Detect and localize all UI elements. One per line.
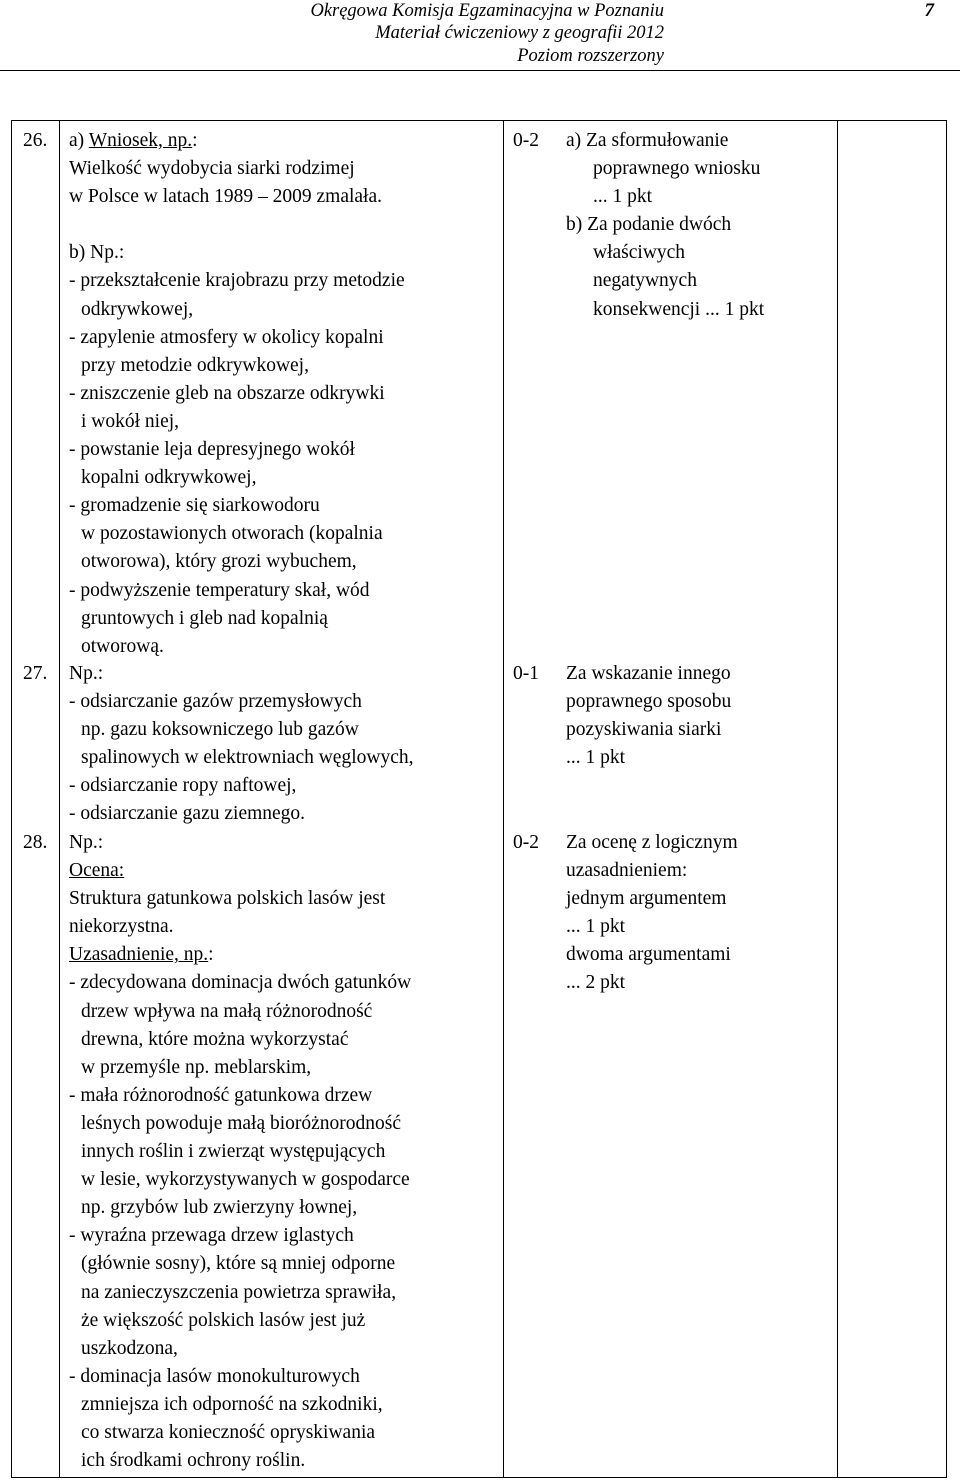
- answer-heading: Np.:: [69, 832, 104, 853]
- criteria-line: ... 1 pkt: [593, 186, 653, 208]
- header-material: Materiał ćwiczeniowy z geografii 2012: [375, 23, 664, 43]
- answer-line: np. gazu koksowniczego lub gazów: [81, 719, 359, 741]
- answer-line: w przemyśle np. meblarskim,: [81, 1056, 312, 1078]
- answer-line: - odsiarczanie ropy naftowej,: [69, 775, 297, 797]
- criteria-line: Za ocenę z logicznym: [566, 832, 738, 853]
- task-27-criteria: [566, 660, 731, 772]
- answer-line: (głównie sosny), które są mniej odporne: [81, 1253, 396, 1275]
- answer-line: otworowa), który grozi wybuchem,: [81, 551, 357, 573]
- answer-line: w lesie, wykorzystywanych w gospodarce: [81, 1169, 410, 1191]
- answer-b-heading: b) Np.:: [69, 242, 125, 264]
- task-number-26: 26.: [23, 130, 48, 151]
- criteria-line: dwoma argumentami: [566, 944, 731, 966]
- criteria-line: Za wskazanie innego: [566, 663, 731, 684]
- answer-line: kopalni odkrywkowej,: [81, 467, 257, 489]
- answer-line: co stwarza konieczność opryskiwania: [81, 1421, 376, 1443]
- answer-line: zmniejsza ich odporność na szkodniki,: [81, 1393, 383, 1415]
- answer-line: - dominacja lasów monokulturowych: [69, 1365, 360, 1387]
- answer-line: leśnych powoduje małą bioróżnorodność: [81, 1112, 402, 1134]
- criteria-line: negatywnych: [593, 270, 697, 292]
- task-26-points: 0-2: [513, 130, 539, 151]
- answer-line: i wokół niej,: [81, 410, 180, 432]
- ocena-label: Ocena:: [69, 860, 125, 882]
- column-divider: [59, 121, 60, 1477]
- answer-line: niekorzystna.: [69, 916, 174, 938]
- uzasadnienie-heading: Uzasadnienie, np.:: [69, 944, 214, 966]
- column-divider: [503, 121, 504, 1477]
- header-institution: Okręgowa Komisja Egzaminacyjna w Poznaniu: [310, 1, 664, 21]
- task-number-27: 27.: [23, 663, 48, 684]
- answer-line: - gromadzenie się siarkowodoru: [69, 495, 320, 517]
- answer-line: np. grzybów lub zwierzyny łownej,: [81, 1197, 358, 1219]
- answer-line: w pozostawionych otworach (kopalnia: [81, 523, 383, 545]
- answer-line: - mała różnorodność gatunkowa drzew: [69, 1084, 373, 1106]
- answer-line: spalinowych w elektrowniach węglowych,: [81, 747, 414, 769]
- answer-heading: Np.:: [69, 663, 104, 684]
- criteria-line: pozyskiwania siarki: [566, 719, 722, 741]
- answer-line: ich środkami ochrony roślin.: [81, 1450, 306, 1472]
- criteria-line: poprawnego wniosku: [593, 158, 761, 180]
- task-28-answer: [69, 829, 411, 1475]
- answer-line: Wielkość wydobycia siarki rodzimej: [69, 158, 355, 180]
- answer-line: na zanieczyszczenia powietrza sprawiła,: [81, 1281, 397, 1303]
- criteria-line: b) Za podanie dwóch: [566, 214, 732, 236]
- answer-line: w Polsce w latach 1989 – 2009 zmalała.: [69, 186, 382, 208]
- answer-line: - przekształcenie krajobrazu przy metodzie: [69, 270, 405, 292]
- task-26-answer: [69, 127, 405, 661]
- answer-line: - zniszczenie gleb na obszarze odkrywki: [69, 382, 385, 404]
- header-rule: [0, 70, 960, 71]
- answer-line: - odsiarczanie gazów przemysłowych: [69, 691, 362, 713]
- answer-line: drzew wpływa na małą różnorodność: [81, 1000, 373, 1022]
- task-number-28: 28.: [23, 832, 48, 853]
- answer-a-heading: a) Wniosek, np.:: [69, 130, 198, 151]
- task-28-criteria: [566, 829, 738, 998]
- criteria-line: poprawnego sposobu: [566, 691, 732, 713]
- column-divider: [837, 121, 838, 1477]
- criteria-line: konsekwencji ... 1 pkt: [593, 298, 765, 320]
- page-number: 7: [924, 0, 934, 21]
- answer-line: - wyraźna przewaga drzew iglastych: [69, 1225, 354, 1247]
- uzasadnienie-label: Uzasadnienie, np.: [69, 944, 209, 966]
- answer-a-label: Wniosek, np.: [88, 130, 193, 151]
- answer-line: gruntowych i gleb nad kopalnią: [81, 607, 328, 629]
- answer-key-table: [11, 120, 947, 1478]
- answer-line: innych roślin i zwierząt występujących: [81, 1141, 386, 1163]
- answer-line: - odsiarczanie gazu ziemnego.: [69, 803, 306, 825]
- answer-line: przy metodzie odkrywkowej,: [81, 354, 309, 376]
- criteria-line: jednym argumentem: [566, 888, 727, 910]
- answer-line: uszkodzona,: [81, 1337, 178, 1359]
- answer-line: odkrywkowej,: [81, 298, 194, 320]
- answer-line: Struktura gatunkowa polskich lasów jest: [69, 888, 386, 910]
- page-header: [0, 0, 960, 72]
- answer-line: otworową.: [81, 635, 164, 657]
- task-27-answer: [69, 660, 414, 829]
- answer-line: - zdecydowana dominacja dwóch gatunków: [69, 972, 412, 994]
- header-level: Poziom rozszerzony: [517, 46, 664, 66]
- answer-line: że większość polskich lasów jest już: [81, 1309, 366, 1331]
- task-26-criteria: [566, 127, 764, 324]
- criteria-line: ... 1 pkt: [566, 916, 626, 938]
- criteria-line: właściwych: [593, 242, 686, 264]
- answer-line: - zapylenie atmosfery w okolicy kopalni: [69, 326, 384, 348]
- criteria-line: ... 2 pkt: [566, 972, 626, 994]
- criteria-line: ... 1 pkt: [566, 747, 626, 769]
- answer-line: - powstanie leja depresyjnego wokół: [69, 439, 355, 461]
- answer-line: - podwyższenie temperatury skał, wód: [69, 579, 370, 601]
- criteria-line: uzasadnieniem:: [566, 860, 688, 882]
- criteria-line: a) Za sformułowanie: [566, 130, 729, 151]
- answer-line: drewna, które można wykorzystać: [81, 1028, 349, 1050]
- task-28-points: 0-2: [513, 832, 539, 853]
- task-27-points: 0-1: [513, 663, 539, 684]
